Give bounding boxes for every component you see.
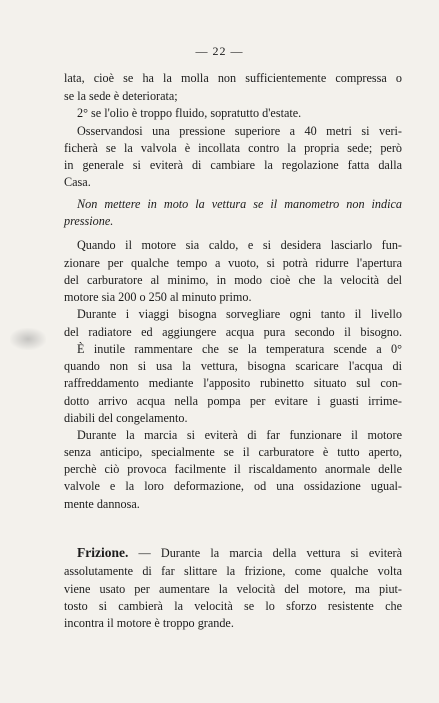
text-line: ficherà se la valvola è incollata contro la propria sede; però bbox=[64, 141, 402, 155]
section-heading: Frizione. bbox=[77, 545, 129, 560]
text-line: perchè ciò provoca facilmente il riscaldamento anormale delle bbox=[64, 462, 402, 476]
text-line: del carburatore al minimo, in modo cioè che la velocità del bbox=[64, 273, 402, 287]
text-line: 2° se l'olio è troppo fluido, sopratutto d'estate. bbox=[77, 106, 302, 120]
text-line: Durante la marcia si eviterà di far funzionare il motore bbox=[77, 428, 402, 442]
text-line: in generale si eviterà di cambiare la regolazione fatta dalla bbox=[64, 158, 402, 172]
warning-line: Non mettere in moto la vettura se il manometro non indica bbox=[77, 197, 402, 211]
text-line: viene usato per aumentare la velocità del motore, ma piut- bbox=[64, 582, 402, 596]
text-line: valvole e la loro deformazione, od una ossidazione ugual- bbox=[64, 479, 402, 493]
text-line: Quando il motore sia caldo, e si desidera lasciarlo fun- bbox=[77, 238, 402, 252]
text-line: motore sia 200 o 250 al minuto primo. bbox=[64, 290, 252, 304]
text-line: tosto si cambierà la velocità se lo sforzo resistente che bbox=[64, 599, 402, 613]
text-line: Durante i viaggi bisogna sorvegliare ogni tanto il livello bbox=[77, 307, 402, 321]
text-line: assolutamente di far slittare la frizione, come qualche volta bbox=[64, 564, 402, 578]
text-line: Osservandosi una pressione superiore a 40 metri si veri- bbox=[77, 124, 402, 138]
text-line: diabili del congelamento. bbox=[64, 411, 188, 425]
page-number: — 22 — bbox=[195, 44, 244, 58]
text-line: zionare per qualche tempo a vuoto, si potrà ridurre l'apertura bbox=[64, 256, 402, 270]
text-line: quando non si usa la vettura, bisogna scaricare l'acqua di bbox=[64, 359, 402, 373]
text-line: se la sede è deteriorata; bbox=[64, 89, 178, 103]
text-line: È inutile rammentare che se la temperatura scende a 0° bbox=[77, 342, 402, 356]
text-line: dotto arrivo acqua nella pompa per evitare i guasti irrime- bbox=[64, 394, 402, 408]
text-line: del radiatore ed aggiungere acqua pura secondo il bisogno. bbox=[64, 325, 402, 339]
warning-line: pressione. bbox=[64, 214, 114, 228]
text-line: lata, cioè se ha la molla non sufficientemente compressa o bbox=[64, 71, 402, 85]
text-line: senza anticipo, specialmente se il carburatore è tutto aperto, bbox=[64, 445, 402, 459]
frizione-first-line bbox=[77, 544, 402, 562]
text-line: raffreddamento mediante l'apposito rubinetto situato sul con- bbox=[64, 376, 402, 390]
ink-blot bbox=[10, 328, 46, 350]
text-line: mente dannosa. bbox=[64, 497, 140, 511]
text-line: incontra il motore è troppo grande. bbox=[64, 616, 234, 630]
text-line: Casa. bbox=[64, 175, 91, 189]
text-span: — Durante la marcia della vettura si eviterà bbox=[128, 546, 402, 560]
